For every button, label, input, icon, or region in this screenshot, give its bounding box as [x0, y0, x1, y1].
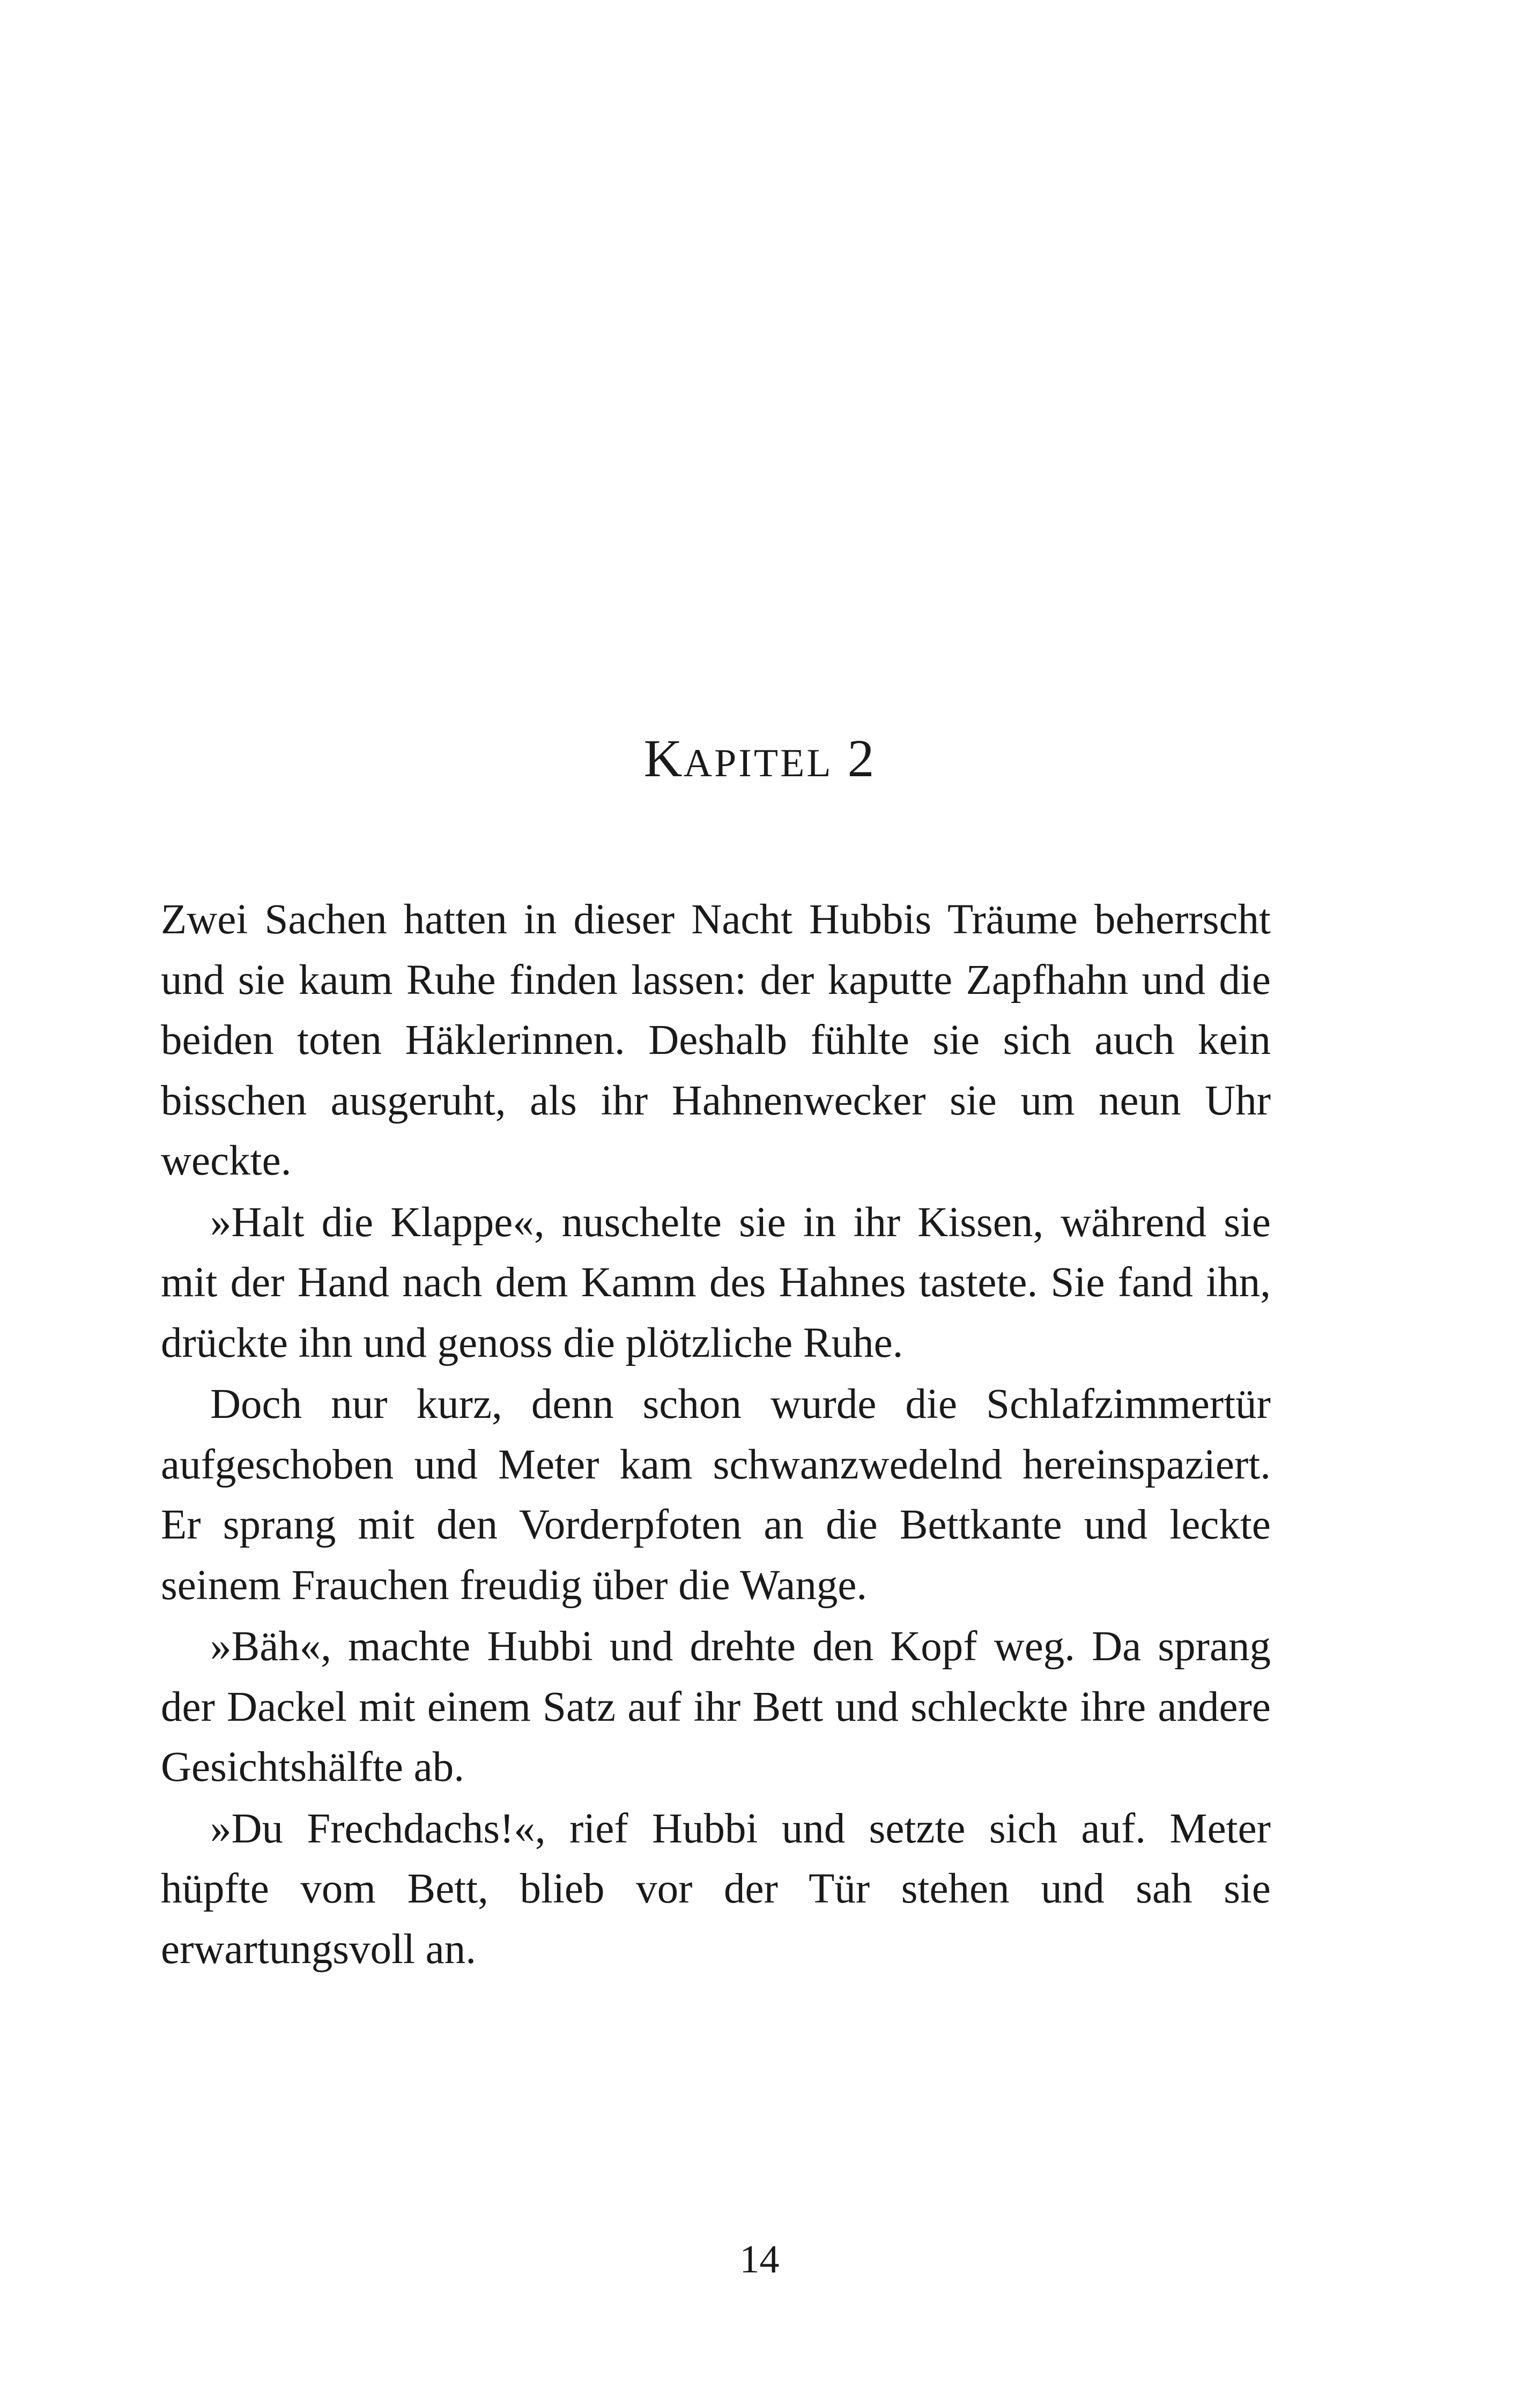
paragraph: »Du Frechdachs!«, rief Hubbi und setzte sich auf. Meter hüpfte vom Bett, blieb vor der Tür stehen und sah sie erwartungsvoll an.	[161, 1805, 1271, 1973]
paragraph: »Halt die Klappe«, nuschelte sie in ihr Kissen, während sie mit der Hand nach dem Kamm des Hahnes tastete. Sie fand ihn, drückte ihn und genoss die plötzliche Ruhe.	[161, 1199, 1271, 1366]
paragraph: Doch nur kurz, denn schon wurde die Schlafzimmertür aufgeschoben und Meter kam schwanzwedelnd hereinspaziert. Er sprang mit den Vorderpfoten an die Bettkante und leckte seinem Frauchen freudig über die Wange.	[161, 1381, 1271, 1609]
chapter-number: 2	[833, 729, 876, 788]
chapter-heading	[0, 721, 1519, 801]
chapter-body	[161, 890, 1271, 1981]
paragraph: »Bäh«, machte Hubbi und drehte den Kopf weg. Da sprang der Dackel mit einem Satz auf ihr Bett und schleckte ihre andere Gesichtshälfte ab.	[161, 1623, 1271, 1790]
chapter-heading-smallcaps: APITEL	[683, 741, 833, 785]
paragraph: Zwei Sachen hatten in dieser Nacht Hubbis Träume beherrscht und sie kaum Ruhe finden lassen: der kaputte Zapfhahn und die beiden toten Häklerinnen. Deshalb fühlte sie sich auch kein bisschen ausgeruht, als ihr Hahnenwecker sie um neun Uhr weckte.	[161, 896, 1271, 1184]
page-number: 14	[739, 2238, 780, 2281]
chapter-heading-initial: K	[643, 729, 684, 788]
